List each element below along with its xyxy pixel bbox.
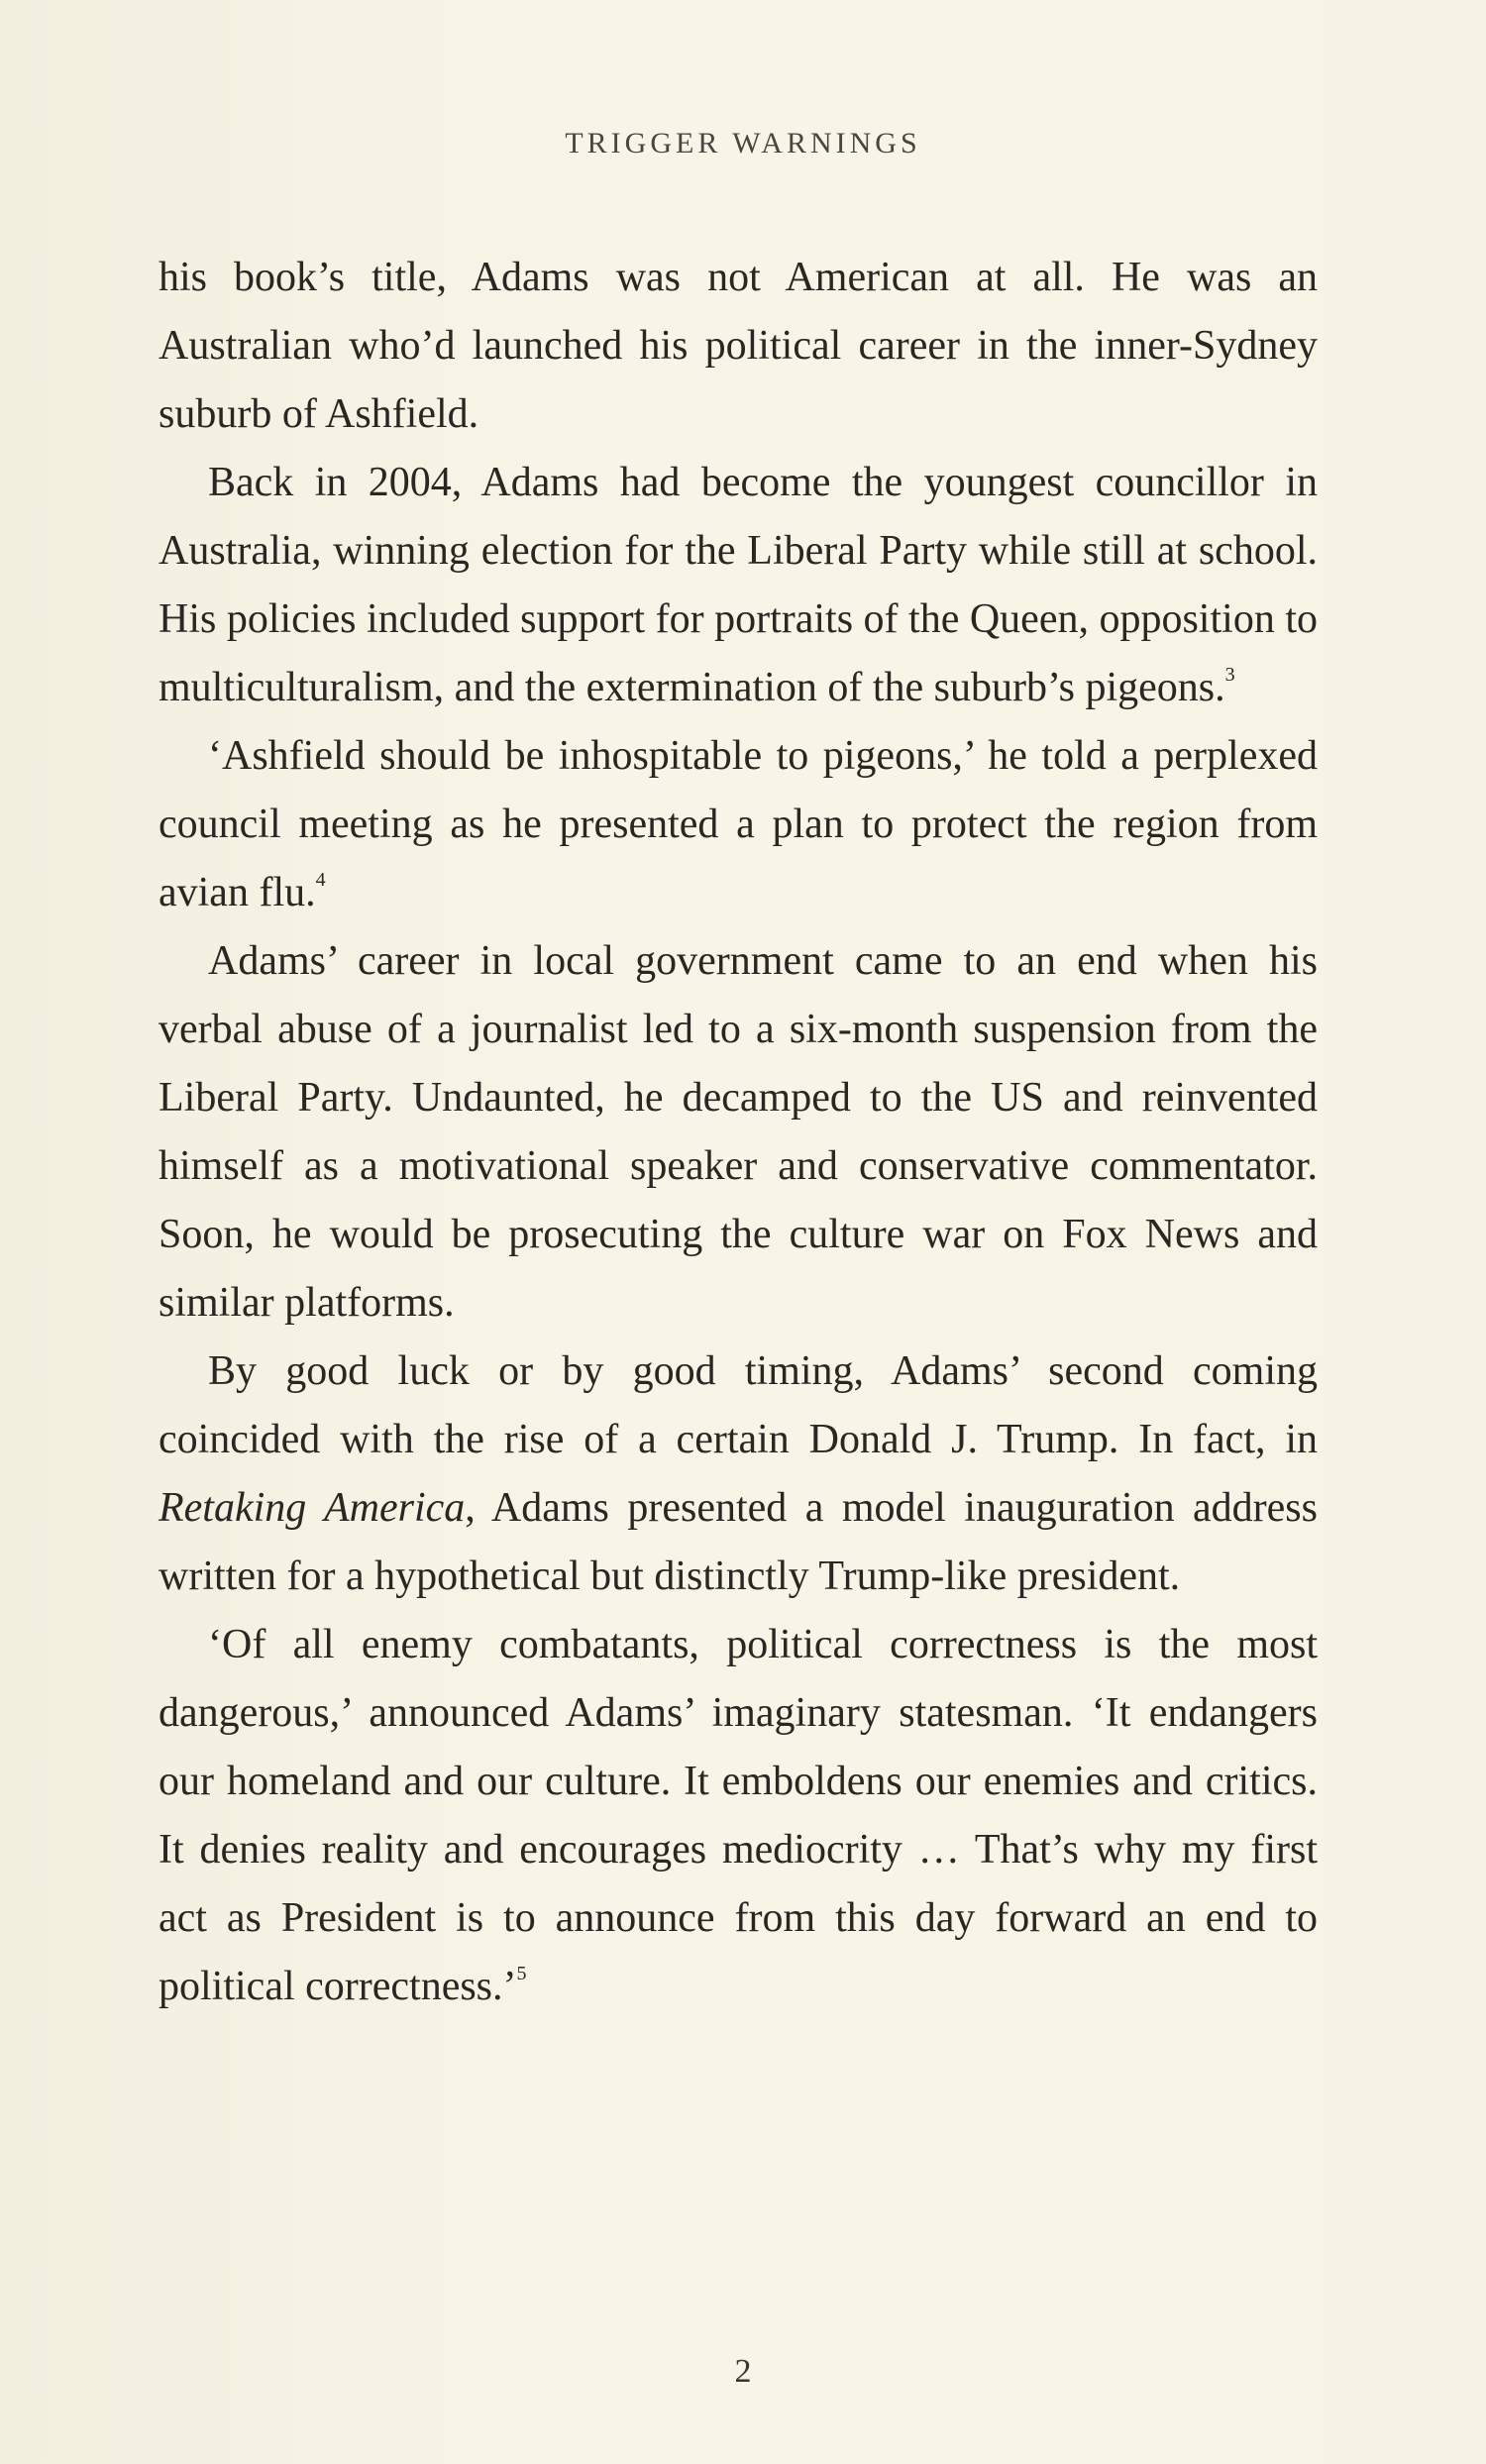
book-title: Retaking America bbox=[159, 1485, 466, 1531]
paragraph-text: his book’s title, Adams was not American at all. He was an Australian who’d launched his political career in the inner-Sydney suburb of Ashfield. bbox=[159, 255, 1318, 437]
footnote-ref-4[interactable]: 4 bbox=[315, 869, 326, 891]
footnote-ref-3[interactable]: 3 bbox=[1224, 664, 1235, 686]
paragraph-3 bbox=[159, 722, 1318, 927]
paragraph-5 bbox=[159, 1338, 1318, 1611]
running-head: TRIGGER WARNINGS bbox=[565, 127, 921, 160]
paragraph-text: Back in 2004, Adams had become the youngest councillor in Australia, winning election for the Liberal Party while still at school. His policies included support for portraits of the Queen, opposition to multiculturalism, and the extermination of the suburb’s pigeons. bbox=[159, 460, 1318, 710]
paragraph-text: Adams’ career in local government came to an end when his verbal abuse of a journalist led to a six-month suspension from the Liberal Party. Undaunted, he decamped to the US and reinvented himself as a motivational speaker and conservative commentator. Soon, he would be prosecuting the culture war on Fox News and similar platforms. bbox=[159, 938, 1318, 1326]
paragraph-4 bbox=[159, 927, 1318, 1338]
body-text bbox=[159, 244, 1318, 2021]
page-number: 2 bbox=[734, 2353, 752, 2390]
paragraph-1 bbox=[159, 244, 1318, 449]
paragraph-text: By good luck or by good timing, Adams’ second coming coincided with the rise of a certain Donald J. Trump. In fact, in bbox=[159, 1348, 1318, 1462]
paragraph-text: ‘Of all enemy combatants, political correctness is the most dangerous,’ announced Adams’ imaginary statesman. ‘It endangers our homeland and our culture. It emboldens our enemies and critics. It denies reality and encourages mediocrity … That’s why my first act as President is to announce from this day forward an end to political correctness.’ bbox=[159, 1622, 1318, 2009]
paragraph-6 bbox=[159, 1611, 1318, 2021]
paragraph-text: ‘Ashfield should be inhospitable to pigeons,’ he told a perplexed council meeting as he presented a plan to protect the region from avian flu. bbox=[159, 733, 1318, 915]
paragraph-text: , Adams presented a model inauguration address written for a hypothetical but distinctly Trump-like president. bbox=[159, 1485, 1318, 1599]
paragraph-2 bbox=[159, 449, 1318, 722]
footnote-ref-5[interactable]: 5 bbox=[516, 1963, 527, 1984]
